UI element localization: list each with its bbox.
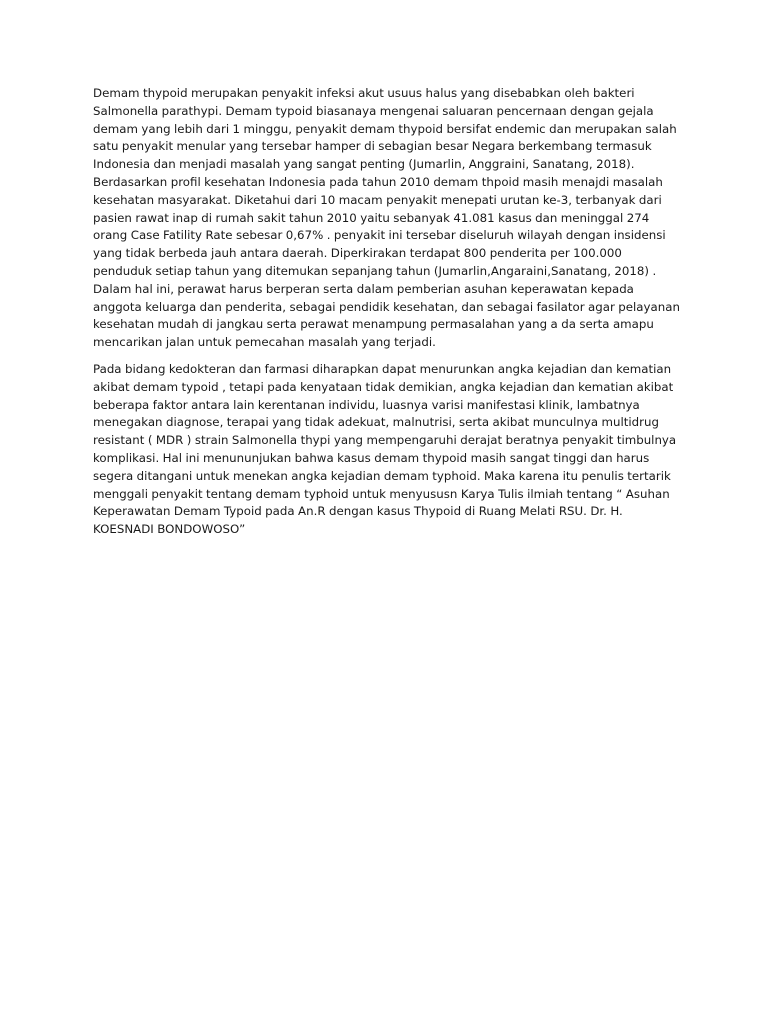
document-body — [93, 85, 683, 548]
paragraph-1: Demam thypoid merupakan penyakit infeksi akut usuus halus yang disebabkan oleh bakteri Salmonella parathypi. Demam typoid biasanaya mengenai saluaran pencernaan dengan gejala demam yang lebih dari 1 minggu, penyakit demam thypoid bersifat endemic dan merupakan salah satu penyakit menular yang tersebar hamper di sebagian besar Negara berkembang termasuk Indonesia dan menjadi masalah yang sangat penting (Jumarlin, Anggraini, Sanatang, 2018). Berdasarkan profil kesehatan Indonesia pada tahun 2010 demam thpoid masih menajdi masalah kesehatan masyarakat. Diketahui dari 10 macam penyakit menepati urutan ke-3, terbanyak dari pasien rawat inap di rumah sakit tahun 2010 yaitu sebanyak 41.081 kasus dan meninggal 274 orang Case Fatility Rate sebesar 0,67% . penyakit ini tersebar diseluruh wilayah dengan insidensi yang tidak berbeda jauh antara daerah. Diperkirakan terdapat 800 penderita per 100.000 penduduk setiap tahun yang ditemukan sepanjang tahun (Jumarlin,Angaraini,Sanatang, 2018) . Dalam hal ini, perawat harus berperan serta dalam pemberian asuhan keperawatan kepada anggota keluarga dan penderita, sebagai pendidik kesehatan, dan sebagai fasilator agar pelayanan kesehatan mudah di jangkau serta perawat menampung permasalahan yang a da serta amapu mencarikan jalan untuk pemecahan masalah yang terjadi. — [93, 86, 680, 350]
paragraph-2: Pada bidang kedokteran dan farmasi diharapkan dapat menurunkan angka kejadian dan kematian akibat demam typoid , tetapi pada kenyataan tidak demikian, angka kejadian dan kematian akibat beberapa faktor antara lain kerentanan individu, luasnya varisi manifestasi klinik, lambatnya menegakan diagnose, terapai yang tidak adekuat, malnutrisi, serta akibat munculnya multidrug resistant ( MDR ) strain Salmonella thypi yang mempengaruhi derajat beratnya penyakit timbulnya komplikasi. Hal ini menununjukan bahwa kasus demam thypoid masih sangat tinggi dan harus segera ditangani untuk menekan angka kejadian demam typhoid. Maka karena itu penulis tertarik menggali penyakit tentang demam typhoid untuk menyususn Karya Tulis ilmiah tentang “ Asuhan Keperawatan Demam Typoid pada An.R dengan kasus Thypoid di Ruang Melati RSU. Dr. H. KOESNADI BONDOWOSO” — [93, 361, 677, 537]
